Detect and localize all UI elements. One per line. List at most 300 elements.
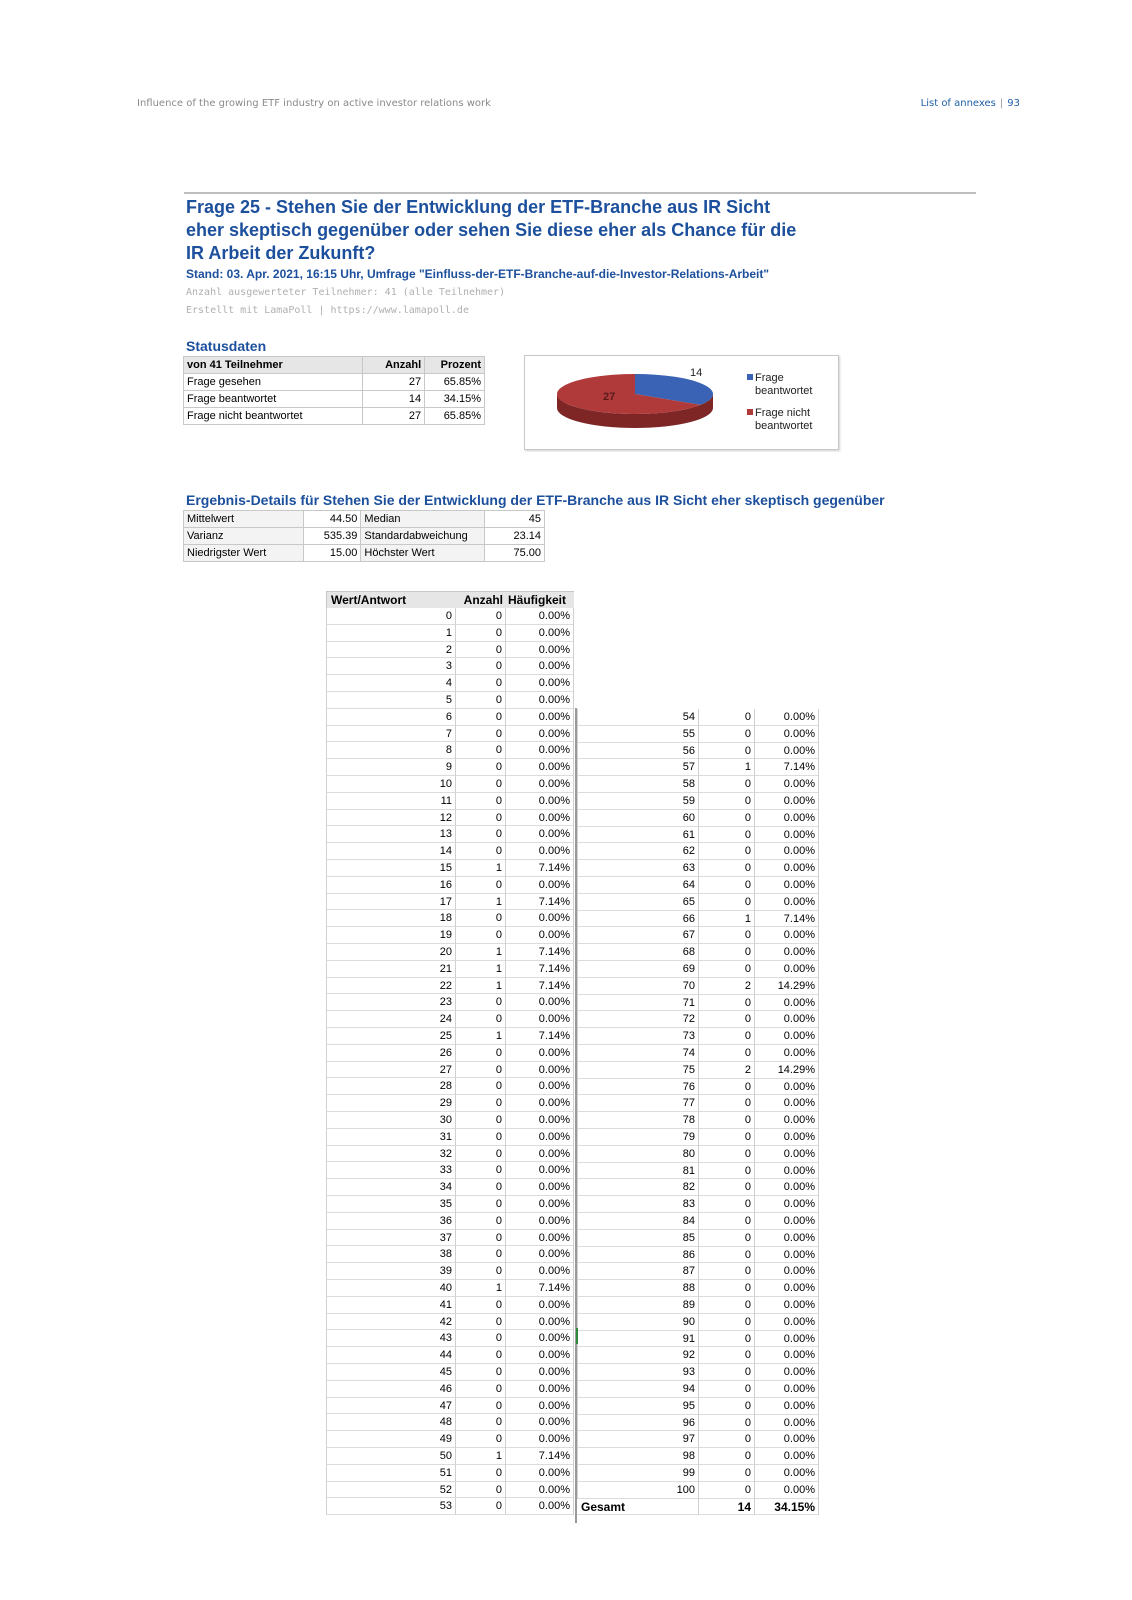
freq-value: 4	[326, 675, 456, 692]
freq-value: 71	[577, 995, 699, 1012]
freq-value: 82	[577, 1179, 699, 1196]
freq-row	[326, 1129, 574, 1146]
freq-count: 0	[456, 826, 506, 843]
freq-row	[577, 726, 819, 743]
freq-value: 63	[577, 860, 699, 877]
freq-share: 0.00%	[755, 1415, 819, 1432]
freq-count: 0	[699, 927, 755, 944]
freq-count: 0	[456, 1414, 506, 1431]
freq-share: 0.00%	[506, 1062, 574, 1079]
freq-count: 1	[456, 961, 506, 978]
freq-count: 0	[456, 1045, 506, 1062]
freq-value: 93	[577, 1364, 699, 1381]
freq-value: 44	[326, 1347, 456, 1364]
freq-row	[326, 927, 574, 944]
status-count: 27	[363, 374, 425, 391]
freq-value: 19	[326, 927, 456, 944]
freq-row	[326, 709, 574, 726]
freq-row	[577, 1112, 819, 1129]
freq-count: 0	[699, 1112, 755, 1129]
freq-share: 7.14%	[506, 860, 574, 877]
freq-value: 36	[326, 1213, 456, 1230]
freq-row	[577, 1398, 819, 1415]
freq-value: 74	[577, 1045, 699, 1062]
freq-count: 0	[456, 1129, 506, 1146]
page-locator	[921, 98, 1020, 109]
freq-row	[326, 1482, 574, 1499]
freq-row	[577, 1129, 819, 1146]
details-label: Niedrigster Wert	[184, 545, 304, 562]
freq-row	[326, 625, 574, 642]
freq-count: 1	[456, 894, 506, 911]
freq-value: 5	[326, 692, 456, 709]
freq-value: 57	[577, 759, 699, 776]
freq-count: 0	[456, 1498, 506, 1515]
freq-count: 0	[456, 1347, 506, 1364]
freq-count: 0	[456, 1062, 506, 1079]
freq-count: 0	[699, 1482, 755, 1499]
details-value: 15.00	[303, 545, 361, 562]
freq-count: 1	[456, 978, 506, 995]
status-label: Frage beantwortet	[184, 391, 363, 408]
freq-value: 79	[577, 1129, 699, 1146]
freq-row	[577, 927, 819, 944]
freq-value: 60	[577, 810, 699, 827]
freq-row	[577, 911, 819, 928]
freq-share: 0.00%	[506, 1465, 574, 1482]
freq-share: 7.14%	[755, 911, 819, 928]
freq-count: 0	[699, 995, 755, 1012]
details-table	[183, 510, 545, 562]
freq-row	[326, 1381, 574, 1398]
freq-row	[577, 1347, 819, 1364]
freq-total-share: 34.15%	[755, 1499, 819, 1516]
column-divider	[575, 708, 577, 1523]
freq-share: 0.00%	[755, 1079, 819, 1096]
freq-row	[326, 1095, 574, 1112]
freq-count: 0	[699, 1381, 755, 1398]
freq-row	[326, 726, 574, 743]
freq-value: 29	[326, 1095, 456, 1112]
freq-value: 92	[577, 1347, 699, 1364]
question-title-line-3: IR Arbeit der Zukunft?	[186, 243, 376, 263]
freq-count: 0	[456, 1112, 506, 1129]
freq-total-row	[577, 1499, 819, 1516]
freq-value: 84	[577, 1213, 699, 1230]
freq-count: 0	[456, 1330, 506, 1347]
freq-value: 42	[326, 1314, 456, 1331]
freq-value: 87	[577, 1263, 699, 1280]
freq-value: 16	[326, 877, 456, 894]
freq-share: 0.00%	[506, 1381, 574, 1398]
freq-value: 76	[577, 1079, 699, 1096]
freq-value: 37	[326, 1230, 456, 1247]
separator: |	[999, 98, 1004, 109]
status-row	[184, 374, 485, 391]
freq-row	[577, 1196, 819, 1213]
freq-count: 0	[456, 1011, 506, 1028]
freq-row	[577, 1482, 819, 1499]
freq-row	[326, 810, 574, 827]
freq-share: 0.00%	[755, 1146, 819, 1163]
freq-total-label: Gesamt	[577, 1499, 699, 1516]
freq-share: 0.00%	[755, 1213, 819, 1230]
freq-row	[577, 978, 819, 995]
freq-row	[577, 709, 819, 726]
freq-value: 10	[326, 776, 456, 793]
freq-count: 2	[699, 978, 755, 995]
freq-row	[577, 1011, 819, 1028]
freq-value: 23	[326, 994, 456, 1011]
freq-count: 0	[456, 927, 506, 944]
freq-share: 0.00%	[755, 995, 819, 1012]
freq-value: 97	[577, 1431, 699, 1448]
freq-count: 0	[456, 726, 506, 743]
freq-count: 0	[456, 810, 506, 827]
freq-count: 0	[699, 776, 755, 793]
freq-count: 0	[699, 1398, 755, 1415]
freq-value: 34	[326, 1179, 456, 1196]
freq-count: 0	[699, 1263, 755, 1280]
freq-share: 0.00%	[755, 743, 819, 760]
freq-count: 0	[456, 1364, 506, 1381]
status-percent: 65.85%	[425, 374, 485, 391]
freq-share: 0.00%	[506, 1045, 574, 1062]
freq-count: 0	[699, 1314, 755, 1331]
freq-value: 67	[577, 927, 699, 944]
freq-share: 0.00%	[506, 910, 574, 927]
freq-row	[326, 910, 574, 927]
top-rule	[184, 192, 976, 194]
freq-count: 0	[456, 675, 506, 692]
freq-share: 0.00%	[506, 1162, 574, 1179]
freq-row	[326, 759, 574, 776]
freq-row	[326, 642, 574, 659]
freq-share: 0.00%	[755, 843, 819, 860]
freq-col-count: Anzahl	[456, 591, 506, 608]
freq-count: 0	[699, 961, 755, 978]
freq-value: 3	[326, 658, 456, 675]
freq-row	[326, 1078, 574, 1095]
status-heading: Statusdaten	[186, 338, 267, 354]
freq-share: 0.00%	[755, 1028, 819, 1045]
freq-row	[577, 1230, 819, 1247]
freq-share: 0.00%	[506, 776, 574, 793]
freq-share: 0.00%	[506, 625, 574, 642]
question-title-line-2: eher skeptisch gegenüber oder sehen Sie diese eher als Chance für die	[186, 220, 797, 240]
freq-share: 0.00%	[755, 1465, 819, 1482]
freq-count: 0	[456, 642, 506, 659]
legend-label-answered	[755, 372, 812, 397]
details-label: Standardabweichung	[361, 528, 485, 545]
freq-value: 85	[577, 1230, 699, 1247]
status-label: Frage gesehen	[184, 374, 363, 391]
freq-count: 0	[456, 625, 506, 642]
freq-share: 0.00%	[506, 793, 574, 810]
document-title: Influence of the growing ETF industry on active investor relations work	[137, 98, 491, 109]
freq-value: 15	[326, 860, 456, 877]
freq-value: 6	[326, 709, 456, 726]
freq-share: 0.00%	[755, 776, 819, 793]
freq-count: 0	[699, 1364, 755, 1381]
freq-share: 0.00%	[506, 675, 574, 692]
freq-share: 0.00%	[755, 1129, 819, 1146]
freq-share: 0.00%	[506, 843, 574, 860]
freq-count: 0	[699, 1448, 755, 1465]
freq-share: 0.00%	[506, 1263, 574, 1280]
freq-share: 0.00%	[506, 1364, 574, 1381]
freq-share: 7.14%	[506, 978, 574, 995]
freq-share: 0.00%	[755, 810, 819, 827]
freq-count: 0	[699, 1095, 755, 1112]
participants-note: Anzahl ausgewerteter Teilnehmer: 41 (alle Teilnehmer)	[186, 287, 506, 298]
freq-count: 0	[456, 1162, 506, 1179]
freq-count: 0	[699, 1247, 755, 1264]
freq-value: 94	[577, 1381, 699, 1398]
freq-share: 7.14%	[506, 1028, 574, 1045]
freq-share: 0.00%	[506, 826, 574, 843]
status-row	[184, 408, 485, 425]
freq-value: 41	[326, 1297, 456, 1314]
freq-row	[577, 1280, 819, 1297]
freq-col-value: Wert/Antwort	[326, 591, 456, 608]
freq-share: 0.00%	[506, 1297, 574, 1314]
freq-share: 0.00%	[755, 1297, 819, 1314]
freq-share: 7.14%	[506, 961, 574, 978]
freq-share: 0.00%	[506, 1129, 574, 1146]
freq-share: 0.00%	[506, 692, 574, 709]
freq-value: 39	[326, 1263, 456, 1280]
freq-value: 12	[326, 810, 456, 827]
freq-share: 0.00%	[755, 793, 819, 810]
freq-value: 65	[577, 894, 699, 911]
freq-value: 90	[577, 1314, 699, 1331]
freq-count: 0	[456, 793, 506, 810]
freq-value: 7	[326, 726, 456, 743]
freq-row	[326, 1431, 574, 1448]
freq-value: 31	[326, 1129, 456, 1146]
freq-count: 0	[456, 608, 506, 625]
freq-row	[326, 776, 574, 793]
freq-count: 0	[699, 1347, 755, 1364]
freq-value: 20	[326, 944, 456, 961]
legend-not-answered-line-2: beantwortet	[755, 420, 813, 432]
freq-count: 0	[699, 1179, 755, 1196]
freq-value: 35	[326, 1196, 456, 1213]
freq-count: 0	[699, 1146, 755, 1163]
freq-value: 70	[577, 978, 699, 995]
freq-share: 0.00%	[755, 1482, 819, 1499]
freq-count: 0	[699, 1196, 755, 1213]
freq-count: 0	[456, 1381, 506, 1398]
freq-count: 2	[699, 1062, 755, 1079]
freq-row	[577, 1213, 819, 1230]
freq-value: 72	[577, 1011, 699, 1028]
freq-row	[326, 1028, 574, 1045]
details-row	[184, 511, 545, 528]
freq-share: 7.14%	[755, 759, 819, 776]
freq-count: 0	[456, 910, 506, 927]
freq-count: 0	[456, 709, 506, 726]
freq-count: 1	[699, 759, 755, 776]
freq-count: 0	[699, 1163, 755, 1180]
freq-row	[577, 1297, 819, 1314]
freq-share: 0.00%	[506, 1431, 574, 1448]
freq-share: 0.00%	[755, 1011, 819, 1028]
freq-share: 0.00%	[506, 1498, 574, 1515]
freq-row	[326, 843, 574, 860]
freq-value: 18	[326, 910, 456, 927]
survey-stand: Stand: 03. Apr. 2021, 16:15 Uhr, Umfrage "Einfluss-der-ETF-Branche-auf-die-Investor-Relations-Arbeit"	[186, 267, 770, 281]
freq-value: 24	[326, 1011, 456, 1028]
freq-count: 0	[456, 692, 506, 709]
freq-count: 0	[699, 810, 755, 827]
freq-value: 69	[577, 961, 699, 978]
freq-row	[326, 826, 574, 843]
freq-value: 54	[577, 709, 699, 726]
freq-share: 0.00%	[506, 994, 574, 1011]
freq-value: 50	[326, 1448, 456, 1465]
freq-count: 0	[456, 1314, 506, 1331]
freq-row	[326, 1196, 574, 1213]
freq-value: 89	[577, 1297, 699, 1314]
freq-value: 73	[577, 1028, 699, 1045]
freq-row	[326, 1364, 574, 1381]
details-value: 44.50	[303, 511, 361, 528]
freq-count: 0	[456, 1246, 506, 1263]
freq-count: 0	[456, 1213, 506, 1230]
freq-row	[326, 944, 574, 961]
freq-row	[577, 1028, 819, 1045]
freq-row	[326, 1448, 574, 1465]
freq-count: 0	[699, 793, 755, 810]
freq-share: 0.00%	[506, 927, 574, 944]
status-pie-chart	[524, 355, 839, 450]
freq-share: 0.00%	[506, 1230, 574, 1247]
freq-count: 0	[456, 1465, 506, 1482]
freq-value: 9	[326, 759, 456, 776]
freq-row	[577, 1163, 819, 1180]
freq-row	[326, 894, 574, 911]
freq-share: 0.00%	[506, 810, 574, 827]
pie-data-label-not-answered: 27	[603, 391, 616, 403]
freq-value: 21	[326, 961, 456, 978]
freq-row	[577, 961, 819, 978]
freq-count: 0	[456, 1398, 506, 1415]
freq-value: 56	[577, 743, 699, 760]
freq-value: 81	[577, 1163, 699, 1180]
freq-row	[326, 1011, 574, 1028]
freq-count: 0	[699, 1280, 755, 1297]
freq-value: 62	[577, 843, 699, 860]
freq-share: 0.00%	[755, 726, 819, 743]
freq-count: 0	[456, 1179, 506, 1196]
status-percent: 34.15%	[425, 391, 485, 408]
freq-col-share: Häufigkeit	[506, 591, 574, 608]
freq-row	[577, 1431, 819, 1448]
freq-count: 0	[456, 1196, 506, 1213]
freq-share: 0.00%	[506, 726, 574, 743]
freq-row	[577, 810, 819, 827]
freq-share: 0.00%	[755, 927, 819, 944]
freq-value: 91	[577, 1331, 699, 1348]
freq-row	[577, 894, 819, 911]
freq-value: 38	[326, 1246, 456, 1263]
freq-value: 1	[326, 625, 456, 642]
freq-row	[577, 1146, 819, 1163]
freq-count: 0	[456, 1431, 506, 1448]
freq-count: 0	[699, 1011, 755, 1028]
freq-value: 100	[577, 1482, 699, 1499]
details-label: Mittelwert	[184, 511, 304, 528]
freq-count: 0	[456, 1078, 506, 1095]
freq-row	[326, 1280, 574, 1297]
pie-chart-svg	[525, 356, 840, 451]
freq-row	[577, 843, 819, 860]
freq-count: 0	[699, 1297, 755, 1314]
freq-count: 0	[699, 1230, 755, 1247]
freq-row	[577, 1314, 819, 1331]
freq-value: 52	[326, 1482, 456, 1499]
freq-value: 78	[577, 1112, 699, 1129]
freq-count: 0	[699, 860, 755, 877]
freq-count: 1	[456, 1028, 506, 1045]
freq-row	[577, 1179, 819, 1196]
freq-share: 0.00%	[755, 1179, 819, 1196]
details-label: Höchster Wert	[361, 545, 485, 562]
freq-share: 0.00%	[755, 1448, 819, 1465]
details-row	[184, 545, 545, 562]
details-value: 75.00	[485, 545, 545, 562]
freq-share: 0.00%	[506, 1112, 574, 1129]
freq-value: 68	[577, 944, 699, 961]
freq-row	[326, 1112, 574, 1129]
freq-row	[326, 978, 574, 995]
freq-value: 33	[326, 1162, 456, 1179]
freq-row	[326, 1314, 574, 1331]
freq-count: 0	[699, 894, 755, 911]
freq-value: 95	[577, 1398, 699, 1415]
freq-value: 88	[577, 1280, 699, 1297]
freq-value: 86	[577, 1247, 699, 1264]
freq-count: 0	[699, 827, 755, 844]
freq-count: 0	[699, 743, 755, 760]
legend-swatch-answered	[747, 374, 753, 380]
details-heading: Ergebnis-Details für Stehen Sie der Entwicklung der ETF-Branche aus IR Sicht eher skeptisch gegenüber	[186, 492, 885, 508]
freq-value: 51	[326, 1465, 456, 1482]
freq-count: 0	[456, 1482, 506, 1499]
pie-data-label-answered: 14	[690, 367, 703, 379]
freq-share: 0.00%	[755, 1095, 819, 1112]
freq-row	[326, 658, 574, 675]
freq-row	[326, 961, 574, 978]
freq-share: 0.00%	[755, 1163, 819, 1180]
freq-share: 14.29%	[755, 978, 819, 995]
freq-row	[326, 994, 574, 1011]
freq-row	[326, 1062, 574, 1079]
freq-count: 0	[699, 1431, 755, 1448]
status-col-count: Anzahl	[363, 357, 425, 374]
freq-share: 0.00%	[755, 961, 819, 978]
freq-row	[577, 776, 819, 793]
freq-row	[326, 1414, 574, 1431]
freq-value: 77	[577, 1095, 699, 1112]
freq-count: 1	[456, 1448, 506, 1465]
freq-share: 0.00%	[506, 1314, 574, 1331]
freq-share: 0.00%	[506, 642, 574, 659]
freq-value: 59	[577, 793, 699, 810]
legend-answered-line-2: beantwortet	[755, 385, 813, 397]
